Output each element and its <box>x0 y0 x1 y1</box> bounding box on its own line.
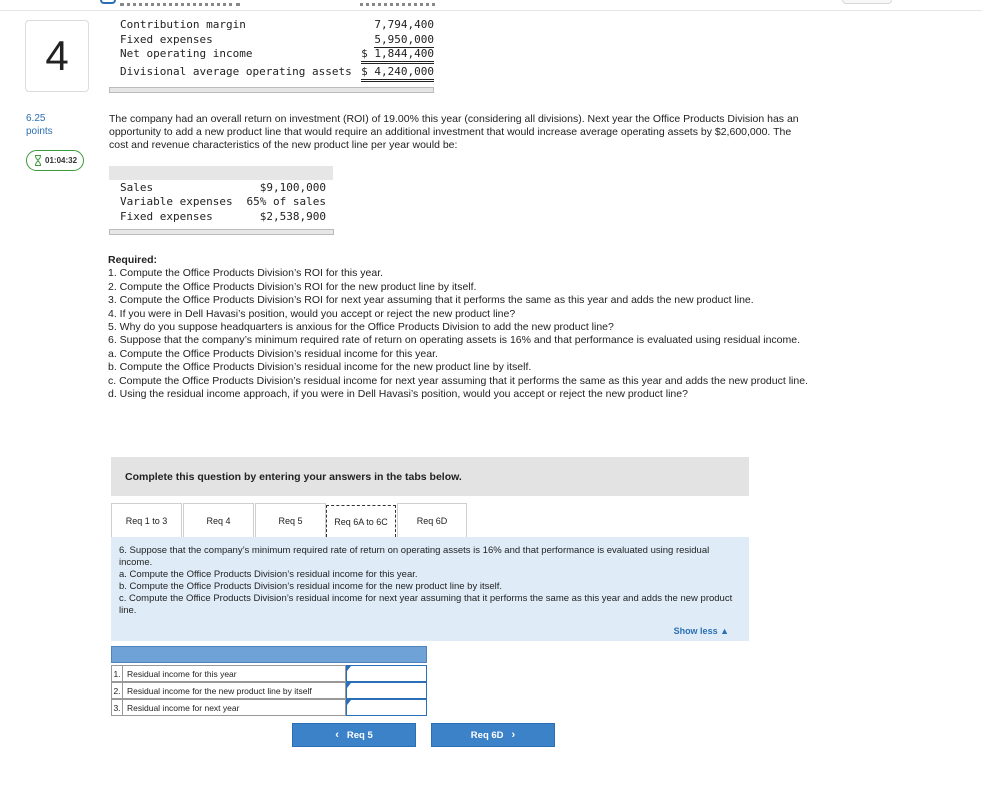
panel-line: b. Compute the Office Products Division’s residual income for the new product line by itself. <box>119 581 503 592</box>
points-label: points <box>26 126 53 137</box>
top-right-button[interactable] <box>842 0 892 4</box>
new-line-row-fixed <box>120 209 328 224</box>
table-bottom-bar <box>109 229 334 235</box>
answer-row-label: Residual income for next year <box>123 699 346 716</box>
required-heading: Required: <box>108 254 158 266</box>
new-line-label: Sales <box>120 181 154 194</box>
tab-req-1-to-3[interactable]: Req 1 to 3 <box>111 503 182 537</box>
required-item: 4. If you were in Dell Havasi’s position, would you accept or reject the new product line? <box>108 307 516 320</box>
answer-input-residual-new-line[interactable] <box>346 682 427 699</box>
income-row-label: Contribution margin <box>120 18 246 31</box>
timer-text: 01:04:32 <box>45 156 78 165</box>
answer-input-residual-next-year[interactable] <box>346 699 427 716</box>
answer-row <box>111 699 427 716</box>
panel-line: a. Compute the Office Products Division’s residual income for this year. <box>119 569 418 580</box>
prev-req-button[interactable] <box>292 723 416 747</box>
required-item: d. Using the residual income approach, if you were in Dell Havasi’s position, would you accept or reject the new product line? <box>108 388 688 401</box>
hourglass-icon <box>34 155 42 166</box>
top-divider <box>0 10 982 11</box>
new-line-value: 65% of sales <box>246 195 326 208</box>
new-line-row-sales <box>120 180 328 195</box>
question-number: 4 <box>25 20 89 92</box>
income-row-value: $ 4,240,000 <box>361 64 434 82</box>
tab-req-5[interactable]: Req 5 <box>255 503 326 537</box>
new-line-label: Variable expenses <box>120 195 233 208</box>
answer-grid <box>111 646 427 716</box>
required-item: c. Compute the Office Products Division’s residual income for next year assuming that it performs the same as this year and adds the new product line. <box>108 374 808 387</box>
chevron-left-icon: ‹ <box>335 729 339 741</box>
tab-req-4[interactable]: Req 4 <box>183 503 254 537</box>
answer-row-number: 1. <box>111 665 123 682</box>
income-row-label: Net operating income <box>120 47 253 60</box>
required-section <box>108 254 818 401</box>
timer-badge[interactable] <box>26 150 84 171</box>
answer-row-label: Residual income for the new product line by itself <box>123 682 346 699</box>
tab-req-6d[interactable]: Req 6D <box>397 503 467 537</box>
chevron-right-icon: › <box>511 729 516 741</box>
answer-row <box>111 665 427 682</box>
income-row-assets <box>120 64 440 79</box>
required-item: 5. Why do you suppose headquarters is anxious for the Office Products Division to add the new product line? <box>108 321 614 334</box>
prev-req-label: Req 5 <box>346 729 373 741</box>
panel-line: 6. Suppose that the company’s minimum required rate of return on operating assets is 16% and that performance is evaluated using residual income. <box>119 545 710 568</box>
new-line-row-variable <box>120 194 328 209</box>
required-item: b. Compute the Office Products Division’s residual income for the new product line by itself. <box>108 361 532 374</box>
progress-indicator-icon <box>100 0 116 4</box>
income-row-label: Divisional average operating assets <box>120 65 352 78</box>
required-item: 2. Compute the Office Products Division’s ROI for the new product line by itself. <box>108 280 477 293</box>
required-item: 6. Suppose that the company’s minimum required rate of return on operating assets is 16% and that performance is evaluated using residual income. <box>108 334 801 347</box>
answer-row-number: 3. <box>111 699 123 716</box>
clipped-row <box>120 3 440 7</box>
points-value: 6.25 <box>26 113 46 124</box>
income-row-value: 5,950,000 <box>374 33 434 46</box>
answer-input-residual-this-year[interactable] <box>346 665 427 682</box>
answer-row-number: 2. <box>111 682 123 699</box>
income-row-contribution <box>120 17 440 32</box>
tab-panel <box>111 537 749 641</box>
intro-paragraph: The company had an overall return on investment (ROI) of 19.00% this year (considering all divisions). Next year the Office Products Division has an opportunity to add a new product line that would require an additional investment that would increase average operating assets by $2,600,000. The cost and revenue characteristics of the new product line per year would be: <box>109 113 799 151</box>
next-req-button[interactable] <box>431 723 555 747</box>
show-less-link[interactable]: Show less ▲ <box>673 626 729 636</box>
answer-row-label: Residual income for this year <box>123 665 346 682</box>
required-item: 1. Compute the Office Products Division’s ROI for this year. <box>108 267 384 280</box>
new-line-value: $9,100,000 <box>259 181 326 194</box>
required-item: 3. Compute the Office Products Division’s ROI for next year assuming that it performs the same as this year and adds the new product line. <box>108 294 754 307</box>
table-bottom-bar <box>109 87 434 93</box>
next-req-label: Req 6D <box>470 729 504 741</box>
new-line-label: Fixed expenses <box>120 210 213 223</box>
tab-req-6a-to-6c[interactable]: Req 6A to 6C <box>326 505 396 537</box>
answer-row <box>111 682 427 699</box>
points-info <box>26 112 53 138</box>
answer-grid-header <box>111 646 427 663</box>
new-line-value: $2,538,900 <box>259 210 326 223</box>
income-row-label: Fixed expenses <box>120 33 213 46</box>
required-item: a. Compute the Office Products Division’s residual income for this year. <box>108 347 438 360</box>
complete-banner: Complete this question by entering your answers in the tabs below. <box>111 457 749 496</box>
panel-line: c. Compute the Office Products Division’s residual income for next year assuming that it performs the same as this year and adds the new product line. <box>119 593 733 616</box>
new-line-table-header <box>109 166 333 180</box>
income-row-noi <box>120 46 440 61</box>
income-row-fixed <box>120 32 440 47</box>
income-row-value: $ 1,844,400 <box>361 46 434 64</box>
income-row-value: 7,794,400 <box>374 18 434 31</box>
